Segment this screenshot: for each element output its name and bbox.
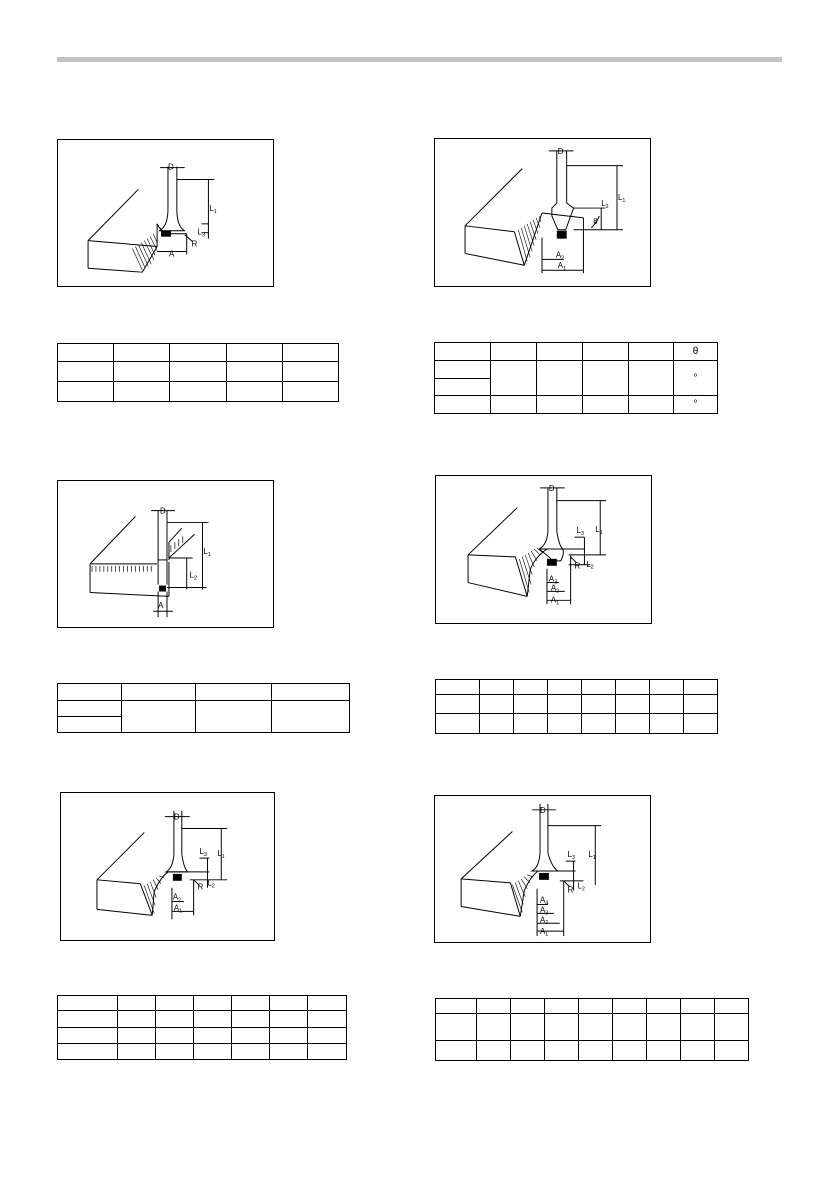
dim-l1-label: $L_1$ bbox=[588, 850, 596, 862]
dim-l2-label: $L_2$ bbox=[586, 559, 594, 571]
flush-trimming-bit-drawing bbox=[58, 481, 273, 627]
dim-a2-label: $A_2$ bbox=[172, 892, 182, 904]
dim-d-label: D bbox=[540, 805, 546, 815]
chamfer-bit-drawing bbox=[435, 139, 650, 286]
dim-a4-label: $A_4$ bbox=[540, 895, 549, 907]
theta-header: θ bbox=[674, 343, 718, 361]
dim-a-label: A bbox=[158, 601, 164, 611]
degree-cell-2: ° bbox=[674, 396, 718, 414]
degree-cell-1: ° bbox=[674, 361, 718, 396]
dim-l1-label: $L_1$ bbox=[617, 193, 626, 205]
header-rule bbox=[57, 57, 782, 62]
dim-r-label: R bbox=[197, 882, 204, 892]
spec-table-6 bbox=[435, 998, 749, 1061]
spec-table-4 bbox=[435, 679, 718, 734]
figure-ogee-bit bbox=[60, 792, 275, 941]
corner-rounding-bit-drawing bbox=[58, 140, 273, 286]
dim-l2-label: $L_2$ bbox=[207, 878, 215, 890]
dim-r-label: R bbox=[574, 561, 581, 571]
cove-beading-bit-drawing bbox=[436, 476, 651, 623]
figure-chamfer-bit bbox=[434, 138, 651, 287]
spec-table-5 bbox=[57, 995, 347, 1060]
figure-bearing-ogee-bit bbox=[434, 795, 651, 943]
dim-a1-label: $A_1$ bbox=[173, 903, 183, 915]
dim-l2-label: $L_2$ bbox=[601, 199, 609, 211]
dim-a2-label: $A_2$ bbox=[555, 250, 565, 262]
dim-a-label: A bbox=[168, 249, 175, 259]
dim-d-label: D bbox=[548, 483, 555, 493]
bearing-ogee-bit-drawing bbox=[435, 796, 650, 942]
dim-l2-label: $L_2$ bbox=[577, 881, 585, 893]
dim-a1-label: $A_1$ bbox=[540, 927, 549, 939]
spec-table-2 bbox=[434, 342, 718, 414]
dim-a3-label: $A_3$ bbox=[540, 905, 549, 917]
dim-a2-label: $A_2$ bbox=[540, 915, 549, 927]
dim-d-label: D bbox=[160, 506, 166, 516]
ogee-bit-drawing bbox=[61, 793, 274, 940]
dim-a1-label: $A_1$ bbox=[550, 595, 560, 607]
dim-l3-label: $L_3$ bbox=[197, 227, 205, 239]
spec-table-3 bbox=[57, 683, 350, 733]
dim-l2-label: $L_2$ bbox=[189, 570, 198, 582]
dim-l1-label: $L_1$ bbox=[595, 525, 603, 537]
dim-d-label: D bbox=[167, 162, 174, 172]
spec-table-1 bbox=[57, 343, 339, 402]
dim-theta-label: θ bbox=[593, 216, 598, 226]
dim-l3-label: $L_3$ bbox=[567, 850, 576, 862]
dim-l3-label: $L_3$ bbox=[199, 847, 207, 859]
dim-r-label: R bbox=[191, 239, 198, 249]
dim-d-label: D bbox=[173, 812, 180, 822]
dim-l3-label: $L_3$ bbox=[576, 526, 584, 538]
figure-flush-trimming-bit bbox=[57, 480, 274, 628]
dim-l1-label: $L_1$ bbox=[203, 547, 211, 558]
dim-l1-label: $L_1$ bbox=[217, 849, 225, 861]
dim-d-label: D bbox=[557, 146, 564, 156]
figure-cove-beading-bit bbox=[435, 475, 652, 624]
dim-a2-label: $A_2$ bbox=[550, 583, 560, 595]
figure-corner-rounding-bit bbox=[57, 139, 274, 287]
dim-a3-label: $A_3$ bbox=[548, 574, 558, 586]
dim-a1-label: $A_1$ bbox=[557, 261, 567, 273]
dim-l1-label: $L_1$ bbox=[209, 204, 217, 215]
dim-r-label: R bbox=[567, 885, 574, 895]
